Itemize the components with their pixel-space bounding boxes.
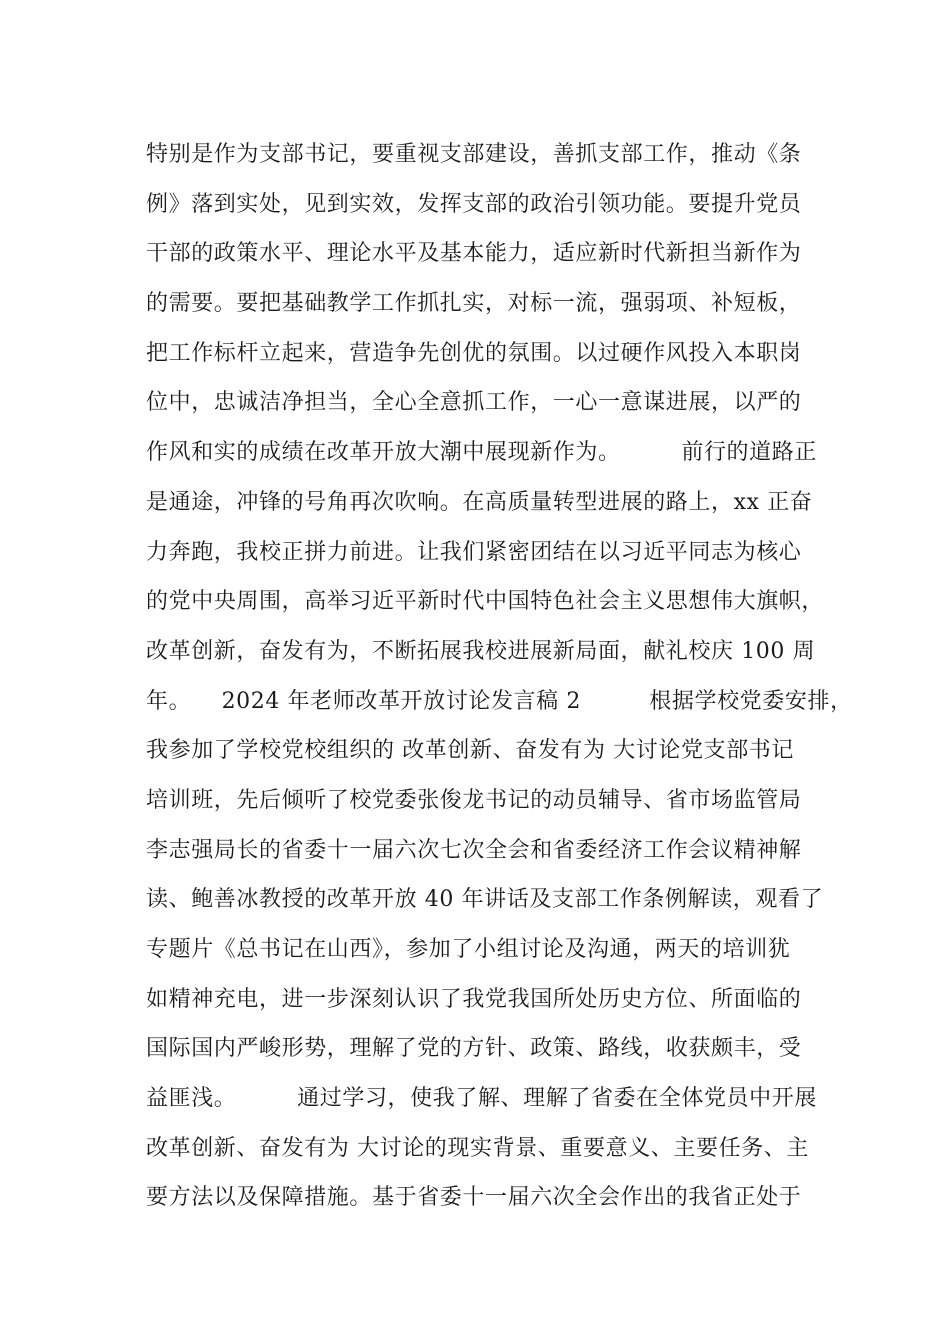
- text-line: 的党中央周围，高举习近平新时代中国特色社会主义思想伟大旗帜，: [146, 589, 825, 615]
- text-line: 干部的政策水平、理论水平及基本能力，适应新时代新担当新作为: [146, 241, 802, 267]
- text-line: 把工作标杆立起来，营造争先创优的氛围。以过硬作风投入本职岗: [146, 340, 802, 366]
- text-line: 作风和实的成绩在改革开放大潮中展现新作为。 前行的道路正: [146, 440, 817, 466]
- text-line: 培训班，先后倾听了校党委张俊龙书记的动员辅导、省市场监管局: [146, 787, 802, 813]
- text-line: 力奔跑，我校正拼力前进。让我们紧密团结在以习近平同志为核心: [146, 539, 802, 565]
- text-line: 例》落到实处，见到实效，发挥支部的政治引领功能。要提升党员: [146, 191, 802, 217]
- text-line: 李志强局长的省委十一届六次七次全会和省委经济工作会议精神解: [146, 837, 802, 863]
- text-line: 的需要。要把基础教学工作抓扎实，对标一流，强弱项、补短板，: [146, 291, 802, 317]
- text-line: 国际国内严峻形势，理解了党的方针、政策、路线，收获颇丰，受: [146, 1036, 802, 1062]
- body-text: [146, 130, 853, 1223]
- text-line: 专题片《总书记在山西》，参加了小组讨论及沟通，两天的培训犹: [146, 937, 791, 962]
- text-line: 益匪浅。 通过学习，使我了解、理解了省委在全体党员中开展: [146, 1086, 817, 1112]
- text-line: 改革创新、奋发有为 大讨论的现实背景、重要意义、主要任务、主: [146, 1135, 809, 1161]
- text-line: 如精神充电，进一步深刻认识了我党我国所处历史方位、所面临的: [146, 986, 802, 1012]
- text-line: 要方法以及保障措施。基于省委十一届六次全会作出的我省正处于: [146, 1185, 802, 1211]
- text-line: 是通途，冲锋的号角再次吹响。在高质量转型进展的路上，xx 正奋: [146, 489, 813, 515]
- text-line: 特别是作为支部书记，要重视支部建设，善抓支部工作，推动《条: [146, 142, 802, 167]
- text-line: 读、鲍善冰教授的改革开放 40 年讲话及支部工作条例解读，观看了: [146, 887, 824, 913]
- text-line: 年。 2024 年老师改革开放讨论发言稿 2 根据学校党委安排，: [146, 688, 853, 714]
- text-line: 我参加了学校党校组织的 改革创新、奋发有为 大讨论党支部书记: [146, 738, 794, 764]
- text-line: 改革创新，奋发有为，不断拓展我校进展新局面，献礼校庆 100 周: [146, 638, 816, 664]
- text-line: 位中，忠诚洁净担当，全心全意抓工作，一心一意谋进展，以严的: [146, 390, 802, 416]
